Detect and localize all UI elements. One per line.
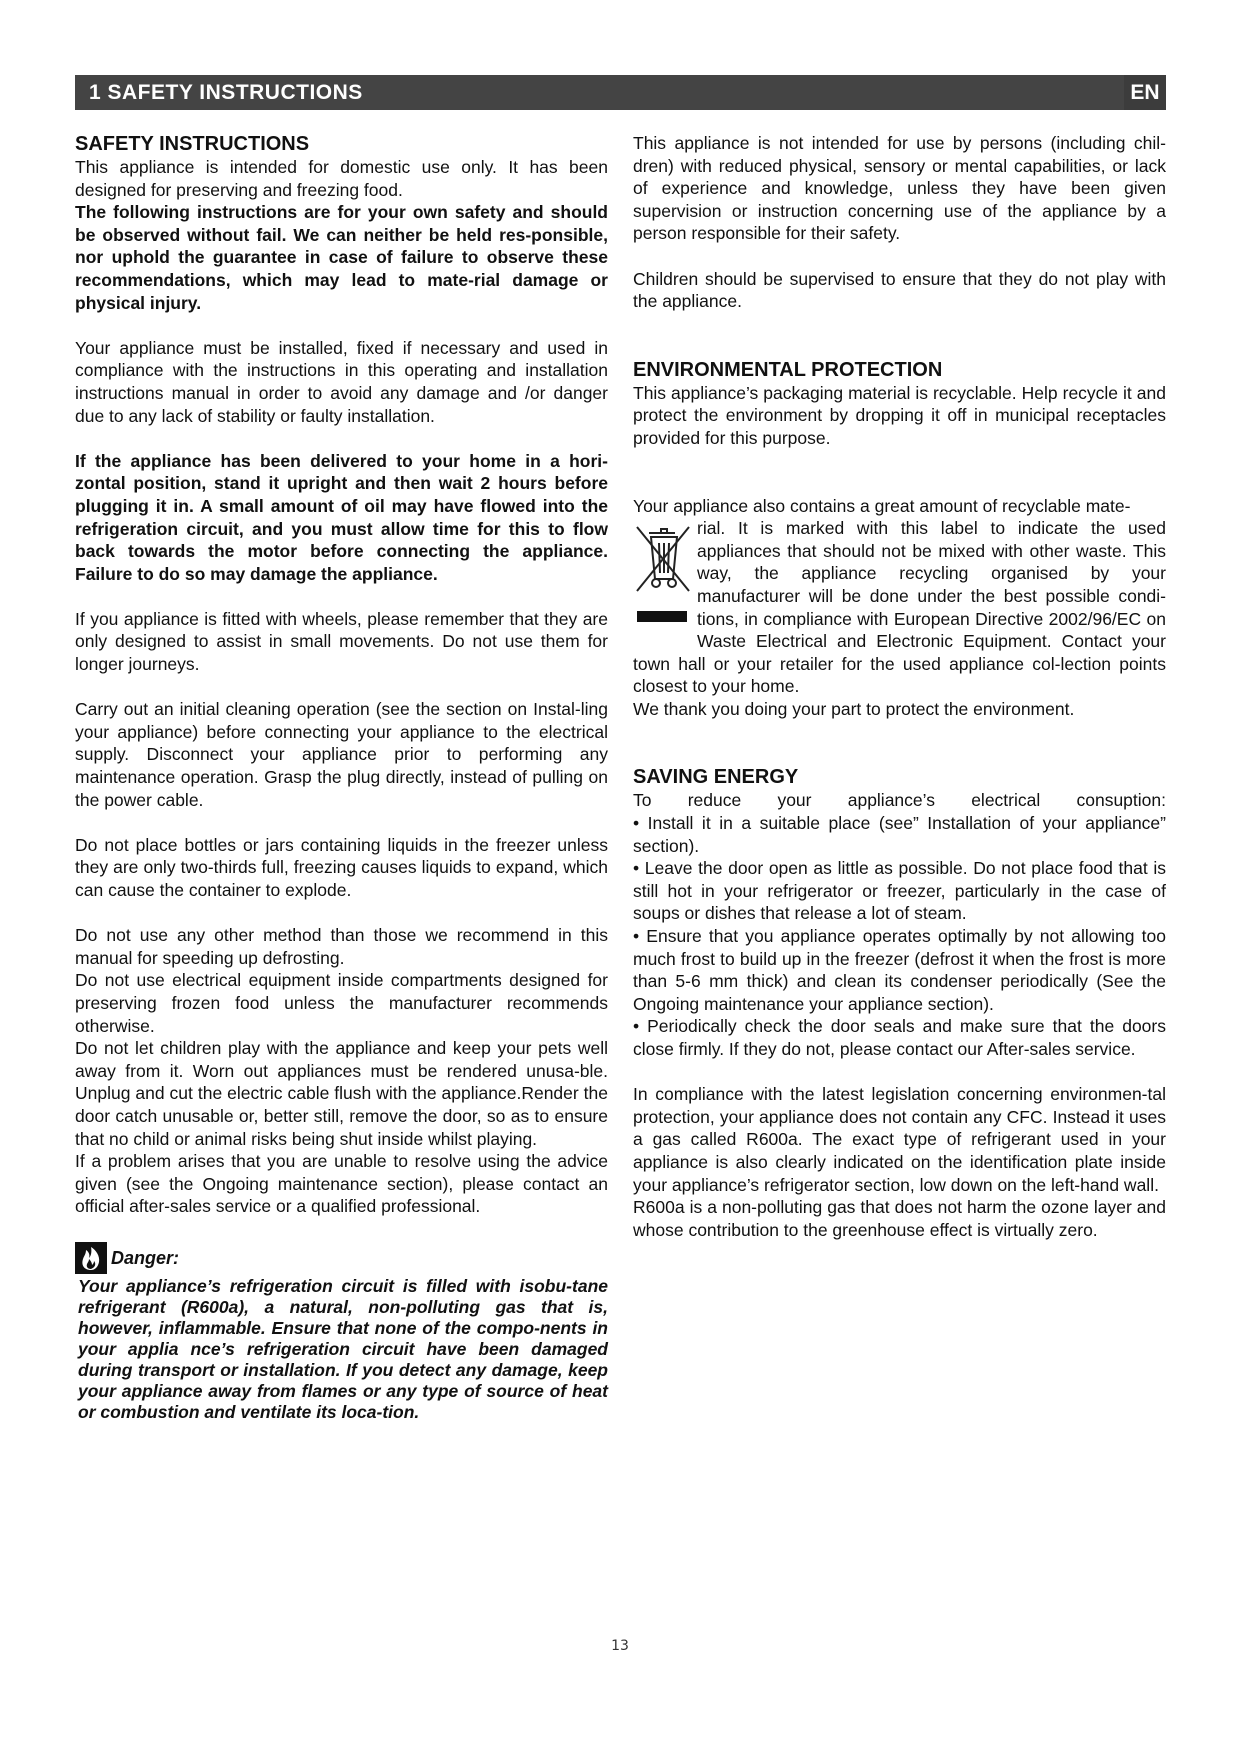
language-badge: EN [1124, 75, 1166, 110]
weee-block [633, 517, 1166, 698]
bullet-frost: • Ensure that you appliance operates optimally by not allowing too much frost to build up in the freezer (defrost it when the frost is more than 5-6 mm thick) and clean its condenser periodically (See the Ongoing maintenance your appliance section). [633, 926, 1166, 1014]
paragraph-cfc: In compliance with the latest legislation concerning environmen-tal protection, your appliance does not contain any CFC. Instead it uses a gas called R600a. The exact type of refrigerant used in your appliance is also clearly indicated on the identification plate inside your appliance’s refrigerator section, low down on the left-hand wall. [633, 1084, 1166, 1195]
section-title: 1 SAFETY INSTRUCTIONS [89, 81, 363, 104]
paragraph-horizontal-delivery: If the appliance has been delivered to your home in a hori-zontal position, stand it upright and then wait 2 hours before plugging it in. A small amount of oil may have flowed into the refrigeration circuit, and you must allow time for this to flow back towards the motor before connecting the appliance. Failure to do so may damage the appliance. [75, 450, 608, 584]
paragraph-children-supervision: Children should be supervised to ensure that they do not play with the appliance. [633, 268, 1166, 312]
paragraph-electrical-equipment: Do not use electrical equipment inside compartments designed for preserving frozen food unless the manufacturer recommends otherwise. [75, 970, 608, 1036]
paragraph-domestic-use: This appliance is intended for domestic use only. It has been designed for preserving and freezing food. [75, 157, 608, 200]
paragraph-wheels: If you appliance is fitted with wheels, please remember that they are only designed to assist in small movements. Do not use them for longer journeys. [75, 608, 608, 675]
bullet-suitable-place: • Install it in a suitable place (see” Installation of your appliance” section). [633, 813, 1166, 856]
saving-energy-heading: SAVING ENERGY [633, 766, 799, 789]
paragraph-energy-intro: To reduce your appliance’s electrical consuption: [633, 790, 1166, 811]
danger-text: Your appliance’s refrigeration circuit is filled with isobu-tane refrigerant (R600a), a natural, non-polluting gas that is, however, inflammable. Ensure that none of the compo-nents in your applia nce’s refrigeration circuit have been damaged during transport or installation. If you detect any damage, keep your appliance away from flames or any type of source of heat or combustion and ventilate its loca-tion. [78, 1275, 608, 1422]
paragraph-packaging: This appliance’s packaging material is recyclable. Help recycle it and protect the environment by dropping it off in municipal receptacles provided for this purpose. [633, 382, 1166, 448]
flame-warning-icon [75, 1242, 107, 1274]
page-number: 13 [611, 1638, 629, 1654]
bullet-door-open: • Leave the door open as little as possible. Do not place food that is still hot in your refrigerator or freezer, particularly in the case of soups or dishes that release a lot of steam. [633, 858, 1166, 924]
danger-box [75, 1240, 608, 1423]
paragraph-weee: rial. It is marked with this label to indicate the used appliances that should not be mixed with other waste. This way, the appliance recycling organised by your manufacturer will be done under the best possible condi-tions, in compliance with European Directive 2002/96/EC on Waste Electrical and Electronic Equipment. Contact your town hall or your retailer for the used appliance col-lection points closest to your home. [633, 518, 1166, 697]
left-column [75, 132, 608, 1423]
danger-title: Danger: [111, 1247, 180, 1268]
safety-heading: SAFETY INSTRUCTIONS [75, 133, 310, 155]
paragraph-thanks: We thank you doing your part to protect the environment. [633, 698, 1075, 719]
environmental-heading: ENVIRONMENTAL PROTECTION [633, 358, 943, 381]
paragraph-defrosting: Do not use any other method than those we recommend in this manual for speeding up defrosting. [75, 925, 608, 968]
paragraph-installation: Your appliance must be installed, fixed if necessary and used in compliance with the instructions in this operating and installation instructions manual in order to avoid any damage and /or danger due to any lack of stability or faulty installation. [75, 337, 608, 426]
crossed-bin-icon [631, 519, 693, 631]
section-header-bar [75, 75, 1130, 110]
paragraph-cleaning: Carry out an initial cleaning operation (see the section on Instal-ling your appliance) before connecting your appliance to the electrical supply. Disconnect your appliance prior to performing any maintenance operation. Grasp the plug directly, instead of pulling on the power cable. [75, 699, 608, 810]
paragraph-reduced-capabilities: This appliance is not intended for use by persons (including chil-dren) with reduced physical, sensory or mental capabilities, or lack of experience and knowledge, unless they have been given supervision or instruction concerning use of the appliance by a person responsible for their safety. [633, 133, 1166, 244]
right-column [633, 132, 1166, 1241]
paragraph-bottles: Do not place bottles or jars containing liquids in the freezer unless they are only two-thirds full, freezing causes liquids to expand, which can cause the container to explode. [75, 834, 608, 900]
paragraph-recyclable-lead: Your appliance also contains a great amount of recyclable mate- [633, 495, 1131, 516]
paragraph-problem: If a problem arises that you are unable to resolve using the advice given (see the Ongoing maintenance section), please contact an official after-sales service or a qualified professional. [75, 1151, 608, 1217]
paragraph-children-pets: Do not let children play with the appliance and keep your pets well away from it. Worn out appliances must be rendered unusa-ble. Unplug and cut the electric cable flush with the appliance.Render the door catch unusable or, better still, remove the door, so as to ensure that no child or animal risks being shut inside whilst playing. [75, 1038, 608, 1149]
paragraph-r600a: R600a is a non-polluting gas that does not harm the ozone layer and whose contribution to the greenhouse effect is virtually zero. [633, 1197, 1166, 1240]
paragraph-safety-warning: The following instructions are for your own safety and should be observed without fail. We can neither be held res-ponsible, nor uphold the guarantee in case of failure to observe these recommendations, which may lead to mate-rial damage or physical injury. [75, 202, 608, 313]
bullet-door-seals: • Periodically check the door seals and make sure that the doors close firmly. If they do not, please contact our After-sales service. [633, 1016, 1166, 1059]
